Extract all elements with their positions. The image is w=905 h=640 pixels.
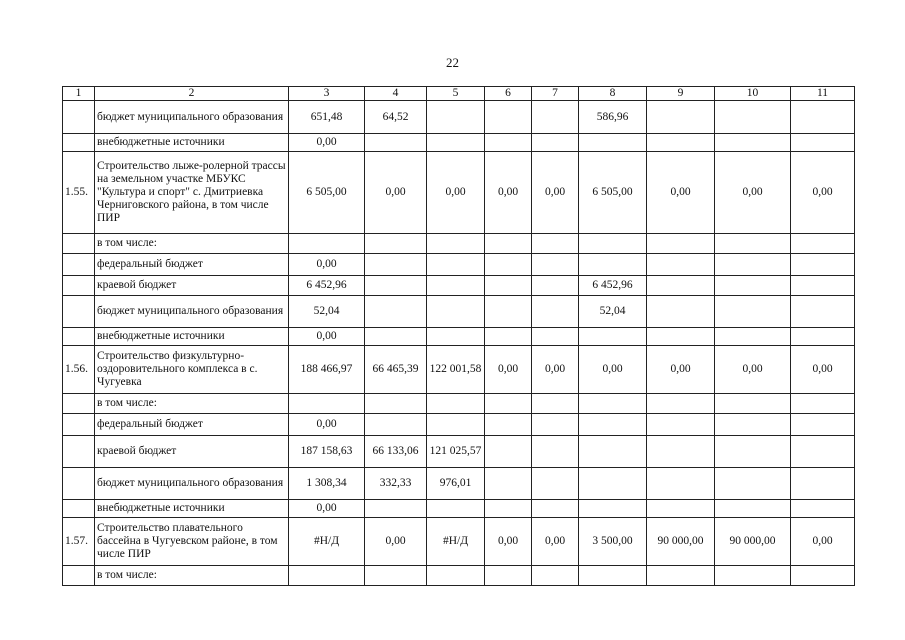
value-cell xyxy=(715,276,791,296)
value-cell: #Н/Д xyxy=(427,518,485,566)
item-number-cell xyxy=(63,468,95,500)
item-name-cell: в том числе: xyxy=(95,566,289,586)
value-cell xyxy=(427,566,485,586)
value-cell xyxy=(532,500,579,518)
value-cell: 6 505,00 xyxy=(289,152,365,234)
table-row xyxy=(63,134,855,152)
value-cell xyxy=(647,436,715,468)
item-number-cell xyxy=(63,436,95,468)
value-cell xyxy=(579,134,647,152)
value-cell: 0,00 xyxy=(289,254,365,276)
value-cell xyxy=(791,254,855,276)
value-cell xyxy=(289,234,365,254)
value-cell: 651,48 xyxy=(289,101,365,134)
value-cell: 0,00 xyxy=(791,346,855,394)
value-cell xyxy=(485,414,532,436)
value-cell xyxy=(532,134,579,152)
value-cell xyxy=(485,500,532,518)
value-cell xyxy=(647,328,715,346)
value-cell xyxy=(715,101,791,134)
value-cell: 0,00 xyxy=(791,152,855,234)
item-number-cell xyxy=(63,500,95,518)
item-name-cell: в том числе: xyxy=(95,394,289,414)
value-cell: 6 452,96 xyxy=(579,276,647,296)
column-number: 2 xyxy=(95,87,289,101)
value-cell: 0,00 xyxy=(289,500,365,518)
value-cell xyxy=(791,468,855,500)
value-cell xyxy=(485,134,532,152)
value-cell xyxy=(427,101,485,134)
value-cell xyxy=(532,101,579,134)
value-cell xyxy=(791,101,855,134)
value-cell xyxy=(365,414,427,436)
value-cell xyxy=(579,436,647,468)
value-cell: 0,00 xyxy=(532,518,579,566)
item-number-cell xyxy=(63,328,95,346)
value-cell: 0,00 xyxy=(365,518,427,566)
item-name-cell: внебюджетные источники xyxy=(95,134,289,152)
value-cell xyxy=(715,328,791,346)
value-cell: 121 025,57 xyxy=(427,436,485,468)
value-cell xyxy=(579,500,647,518)
column-number: 1 xyxy=(63,87,95,101)
value-cell xyxy=(532,468,579,500)
value-cell xyxy=(647,234,715,254)
value-cell xyxy=(485,436,532,468)
value-cell xyxy=(579,468,647,500)
value-cell: 122 001,58 xyxy=(427,346,485,394)
value-cell xyxy=(365,328,427,346)
value-cell xyxy=(365,254,427,276)
table-row xyxy=(63,436,855,468)
item-name-cell: бюджет муниципального образования xyxy=(95,468,289,500)
value-cell: 0,00 xyxy=(791,518,855,566)
item-number-cell xyxy=(63,566,95,586)
table-row xyxy=(63,500,855,518)
value-cell xyxy=(791,234,855,254)
value-cell xyxy=(647,500,715,518)
item-name-cell: Строительство физкультурно-оздоровительного комплекса в с. Чугуевка xyxy=(95,346,289,394)
item-name-cell: внебюджетные источники xyxy=(95,328,289,346)
value-cell xyxy=(715,394,791,414)
item-number-cell xyxy=(63,101,95,134)
value-cell xyxy=(427,234,485,254)
value-cell xyxy=(715,500,791,518)
value-cell xyxy=(365,134,427,152)
value-cell xyxy=(791,134,855,152)
value-cell xyxy=(647,414,715,436)
value-cell: 6 505,00 xyxy=(579,152,647,234)
value-cell xyxy=(365,566,427,586)
value-cell: 0,00 xyxy=(579,346,647,394)
table-row xyxy=(63,414,855,436)
table-row xyxy=(63,234,855,254)
table-row xyxy=(63,101,855,134)
item-name-cell: Строительство плавательного бассейна в Чугуевском районе, в том числе ПИР xyxy=(95,518,289,566)
value-cell xyxy=(365,234,427,254)
value-cell xyxy=(485,566,532,586)
item-number-cell: 1.55. xyxy=(63,152,95,234)
value-cell: 0,00 xyxy=(485,346,532,394)
value-cell: 0,00 xyxy=(532,346,579,394)
value-cell xyxy=(532,394,579,414)
column-number: 11 xyxy=(791,87,855,101)
value-cell xyxy=(579,566,647,586)
item-name-cell: Строительство лыже-ролерной трассы на земельном участке МБУКС "Культура и спорт" с. Дмитриевка Черниговского района, в том числе ПИР xyxy=(95,152,289,234)
item-number-cell xyxy=(63,134,95,152)
column-number: 4 xyxy=(365,87,427,101)
value-cell xyxy=(532,436,579,468)
value-cell xyxy=(791,500,855,518)
table-row xyxy=(63,394,855,414)
item-name-cell: краевой бюджет xyxy=(95,436,289,468)
value-cell: 1 308,34 xyxy=(289,468,365,500)
item-number-cell xyxy=(63,394,95,414)
table-row xyxy=(63,346,855,394)
table-row xyxy=(63,518,855,566)
value-cell xyxy=(427,414,485,436)
value-cell: 0,00 xyxy=(289,134,365,152)
value-cell xyxy=(791,436,855,468)
value-cell xyxy=(485,254,532,276)
value-cell: 188 466,97 xyxy=(289,346,365,394)
value-cell: 64,52 xyxy=(365,101,427,134)
value-cell: 332,33 xyxy=(365,468,427,500)
value-cell xyxy=(791,328,855,346)
value-cell xyxy=(289,566,365,586)
value-cell xyxy=(791,566,855,586)
value-cell xyxy=(427,500,485,518)
value-cell xyxy=(427,254,485,276)
value-cell xyxy=(647,394,715,414)
value-cell xyxy=(715,296,791,328)
value-cell xyxy=(485,101,532,134)
value-cell: 0,00 xyxy=(647,346,715,394)
value-cell xyxy=(579,328,647,346)
item-name-cell: в том числе: xyxy=(95,234,289,254)
item-number-cell xyxy=(63,296,95,328)
budget-table xyxy=(62,86,855,586)
page-number: 22 xyxy=(446,55,459,70)
value-cell: 66 133,06 xyxy=(365,436,427,468)
value-cell xyxy=(485,234,532,254)
value-cell xyxy=(715,566,791,586)
column-number: 3 xyxy=(289,87,365,101)
value-cell: 3 500,00 xyxy=(579,518,647,566)
value-cell xyxy=(647,276,715,296)
table-row xyxy=(63,566,855,586)
value-cell: 0,00 xyxy=(715,152,791,234)
value-cell xyxy=(485,394,532,414)
value-cell: 90 000,00 xyxy=(647,518,715,566)
value-cell: 0,00 xyxy=(365,152,427,234)
table-row xyxy=(63,276,855,296)
value-cell xyxy=(427,296,485,328)
value-cell xyxy=(715,134,791,152)
value-cell xyxy=(289,394,365,414)
value-cell xyxy=(715,468,791,500)
column-number: 5 xyxy=(427,87,485,101)
value-cell: 90 000,00 xyxy=(715,518,791,566)
value-cell xyxy=(532,566,579,586)
table-body xyxy=(63,87,855,586)
item-number-cell: 1.57. xyxy=(63,518,95,566)
value-cell xyxy=(647,101,715,134)
value-cell: 52,04 xyxy=(579,296,647,328)
column-number: 9 xyxy=(647,87,715,101)
item-number-cell xyxy=(63,414,95,436)
value-cell xyxy=(365,394,427,414)
value-cell xyxy=(791,276,855,296)
value-cell xyxy=(485,296,532,328)
item-name-cell: бюджет муниципального образования xyxy=(95,101,289,134)
value-cell: 66 465,39 xyxy=(365,346,427,394)
value-cell xyxy=(532,328,579,346)
column-number: 10 xyxy=(715,87,791,101)
value-cell: 0,00 xyxy=(289,414,365,436)
value-cell: 586,96 xyxy=(579,101,647,134)
table-row xyxy=(63,468,855,500)
value-cell xyxy=(647,296,715,328)
item-number-cell xyxy=(63,254,95,276)
value-cell xyxy=(427,276,485,296)
value-cell: 0,00 xyxy=(485,152,532,234)
value-cell: 52,04 xyxy=(289,296,365,328)
value-cell: 0,00 xyxy=(289,328,365,346)
value-cell xyxy=(791,414,855,436)
value-cell: 0,00 xyxy=(532,152,579,234)
column-number: 7 xyxy=(532,87,579,101)
value-cell xyxy=(485,468,532,500)
value-cell xyxy=(532,296,579,328)
value-cell: 187 158,63 xyxy=(289,436,365,468)
item-number-cell: 1.56. xyxy=(63,346,95,394)
item-name-cell: внебюджетные источники xyxy=(95,500,289,518)
value-cell: 0,00 xyxy=(427,152,485,234)
value-cell xyxy=(579,234,647,254)
value-cell xyxy=(579,254,647,276)
value-cell xyxy=(647,254,715,276)
value-cell xyxy=(647,566,715,586)
table-row xyxy=(63,296,855,328)
item-name-cell: федеральный бюджет xyxy=(95,414,289,436)
value-cell: #Н/Д xyxy=(289,518,365,566)
value-cell xyxy=(715,436,791,468)
value-cell xyxy=(532,254,579,276)
value-cell xyxy=(427,394,485,414)
value-cell xyxy=(579,414,647,436)
value-cell xyxy=(715,254,791,276)
value-cell: 0,00 xyxy=(647,152,715,234)
value-cell: 976,01 xyxy=(427,468,485,500)
value-cell xyxy=(485,328,532,346)
column-number-row xyxy=(63,87,855,101)
column-number: 6 xyxy=(485,87,532,101)
value-cell xyxy=(715,234,791,254)
value-cell xyxy=(532,234,579,254)
value-cell xyxy=(365,500,427,518)
table-row xyxy=(63,152,855,234)
value-cell xyxy=(647,468,715,500)
value-cell xyxy=(791,296,855,328)
value-cell xyxy=(485,276,532,296)
value-cell xyxy=(791,394,855,414)
value-cell: 0,00 xyxy=(485,518,532,566)
column-number: 8 xyxy=(579,87,647,101)
value-cell xyxy=(365,296,427,328)
value-cell: 0,00 xyxy=(715,346,791,394)
value-cell xyxy=(427,134,485,152)
item-number-cell xyxy=(63,276,95,296)
item-name-cell: федеральный бюджет xyxy=(95,254,289,276)
value-cell xyxy=(579,394,647,414)
item-number-cell xyxy=(63,234,95,254)
value-cell xyxy=(715,414,791,436)
value-cell xyxy=(532,276,579,296)
value-cell xyxy=(647,134,715,152)
table-row xyxy=(63,328,855,346)
item-name-cell: краевой бюджет xyxy=(95,276,289,296)
table-row xyxy=(63,254,855,276)
value-cell xyxy=(532,414,579,436)
value-cell xyxy=(365,276,427,296)
value-cell xyxy=(427,328,485,346)
item-name-cell: бюджет муниципального образования xyxy=(95,296,289,328)
value-cell: 6 452,96 xyxy=(289,276,365,296)
